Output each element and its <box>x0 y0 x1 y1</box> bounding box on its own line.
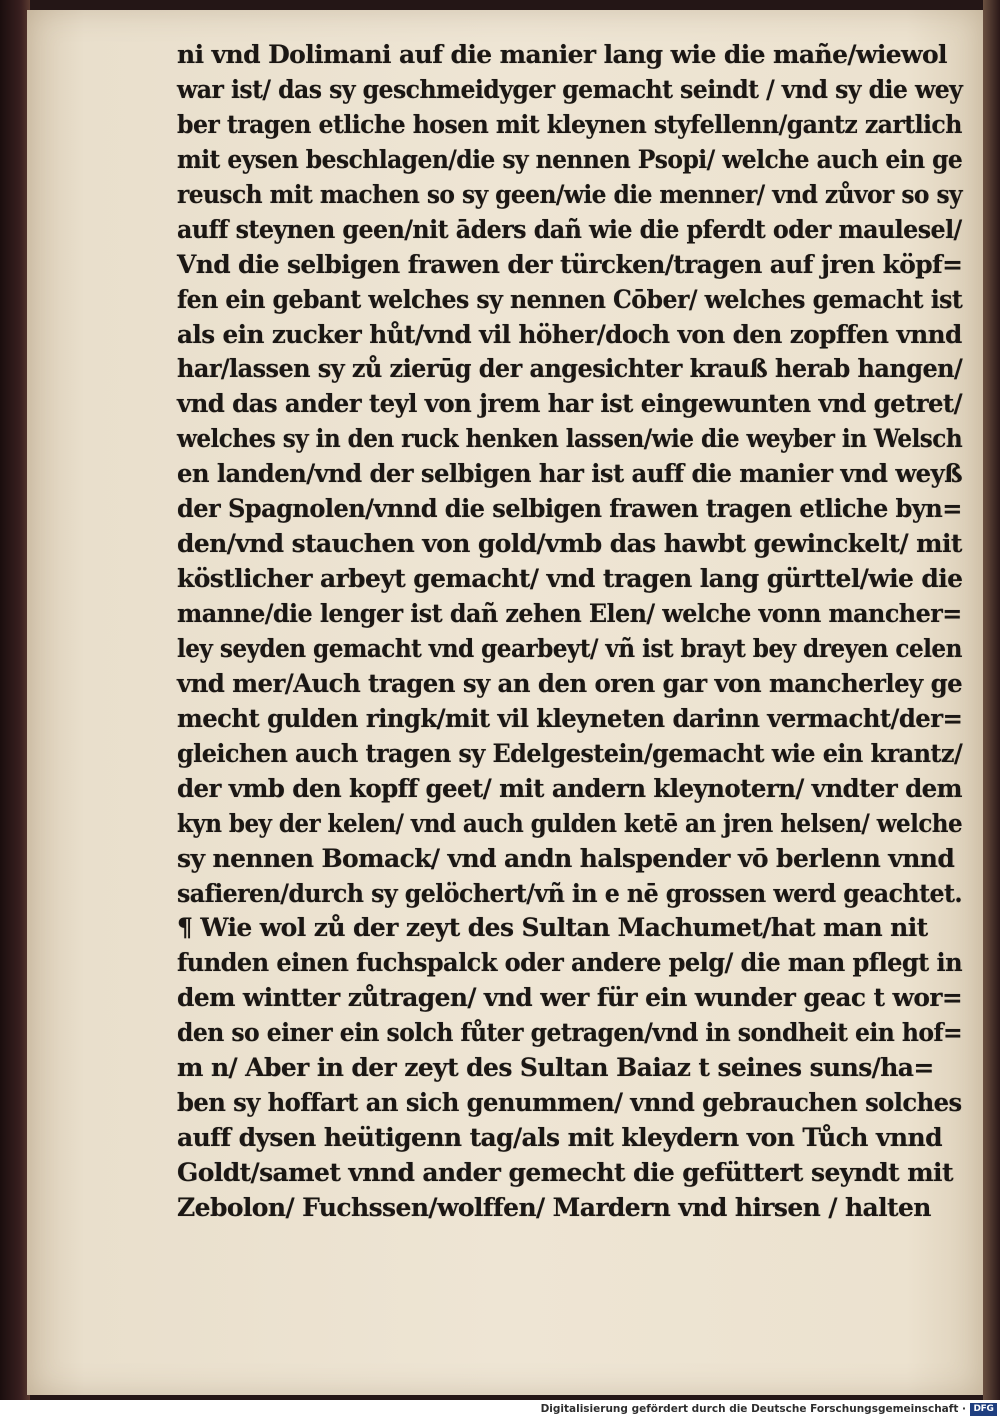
text-line: den/vnd stauchen von gold/vmb das hawbt gewinckelt/ mit <box>177 529 962 559</box>
book-outer-edge <box>983 0 1000 1400</box>
text-line: vnd mer/Auch tragen sy an den oren gar von mancherley ge <box>177 668 963 698</box>
text-line: auff dysen heütigenn tag/als mit kleydern von Tůch vnnd <box>177 1123 942 1153</box>
text-line: mecht gulden ringk/mit vil kleyneten darinn vermacht/der= <box>177 703 963 733</box>
text-line: auff steynen geen/nit āders dañ wie die pferdt oder maulesel/ <box>177 214 962 244</box>
book-binding-edge <box>0 0 30 1400</box>
text-line: Goldt/samet vnnd ander gemecht die gefüttert seyndt mit <box>177 1158 953 1187</box>
text-line: war ist/ das sy geschmeidyger gemacht seindt / vnd sy die wey <box>177 74 963 104</box>
text-line: der Spagnolen/vnnd die selbigen frawen tragen etliche byn= <box>177 494 962 524</box>
text-line: vnd das ander teyl von jrem har ist eingewunten vnd getret/ <box>177 389 962 419</box>
text-line: kyn bey der kelen/ vnd auch gulden ketē an jren helsen/ welche <box>177 808 963 838</box>
text-line: als ein zucker hůt/vnd vil höher/doch von den zopffen vnnd <box>177 319 962 349</box>
text-line: ber tragen etliche hosen mit kleynen styfellenn/gantz zartlich <box>177 109 962 139</box>
text-line: gleichen auch tragen sy Edelgestein/gemacht wie ein krantz/ <box>177 738 963 768</box>
text-line: m n/ Aber in der zeyt des Sultan Baiaz t seines suns/ha= <box>177 1053 934 1083</box>
text-line: ben sy hoffart an sich genummen/ vnnd gebrauchen solches <box>177 1088 962 1118</box>
text-line: reusch mit machen so sy geen/wie die menner/ vnd zůvor so sy <box>177 179 963 209</box>
text-line: fen ein gebant welches sy nennen Cōber/ welches gemacht ist <box>177 284 963 314</box>
text-line: mit eysen beschlagen/die sy nennen Psopi/ welche auch ein ge <box>177 144 963 174</box>
text-line: welches sy in den ruck henken lassen/wie die weyber in Welsch <box>177 424 963 454</box>
text-line: köstlicher arbeyt gemacht/ vnd tragen lang gürttel/wie die <box>177 564 963 594</box>
text-line: Vnd die selbigen frawen der türcken/tragen auf jren köpf= <box>177 249 963 279</box>
text-line: den so einer ein solch fůter getragen/vnd in sondheit ein hof= <box>177 1018 963 1048</box>
book-page <box>27 10 983 1395</box>
text-line: sy nennen Bomack/ vnd andn halspender vō berlenn vnnd <box>177 843 955 873</box>
text-line: safieren/durch sy gelöchert/vñ in e nē grossen werd geachtet. <box>177 878 963 908</box>
funding-credit: Digitalisierung gefördert durch die Deutsche Forschungsgemeinschaft · <box>540 1403 966 1415</box>
text-line: en landen/vnd der selbigen har ist auff die manier vnd weyß <box>177 459 963 489</box>
footer-bar <box>0 1400 1000 1419</box>
text-line: har/lassen sy zů zierūg der angesichter krauß herab hangen/ <box>177 354 963 384</box>
text-line: der vmb den kopff geet/ mit andern kleynotern/ vndter dem <box>177 773 962 803</box>
page-text-block <box>177 38 962 1226</box>
text-line: dem wintter zůtragen/ vnd wer für ein wunder geac t wor= <box>177 983 963 1013</box>
text-line: funden einen fuchspalck oder andere pelg/ die man pflegt in <box>177 948 963 978</box>
text-line: ¶ Wie wol zů der zeyt des Sultan Machumet/hat man nit <box>177 913 928 943</box>
text-line: manne/die lenger ist dañ zehen Elen/ welche vonn mancher= <box>177 599 962 628</box>
text-line: ley seyden gemacht vnd gearbeyt/ vñ ist brayt bey dreyen celen <box>177 633 962 663</box>
dfg-logo: DFG <box>970 1403 997 1416</box>
text-line: Zebolon/ Fuchssen/wolffen/ Mardern vnd hirsen / halten <box>177 1192 931 1222</box>
text-line: ni vnd Dolimani auf die manier lang wie die mañe/wiewol <box>177 40 947 69</box>
